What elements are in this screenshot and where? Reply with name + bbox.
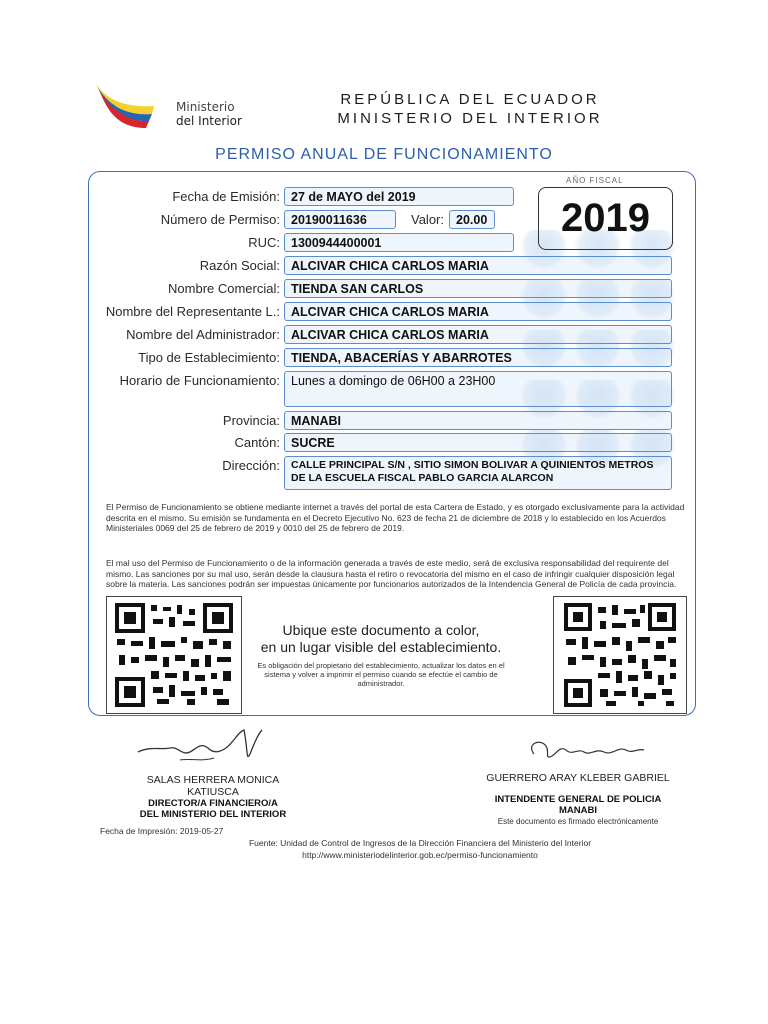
representante-value: ALCIVAR CHICA CARLOS MARIA [284, 302, 672, 321]
legal-paragraph-1: El Permiso de Funcionamiento se obtiene mediante internet a través del portal de esta Cartera de Estado, y es otorgado exclusivamente para la actividad descrita en el mismo. Su emisión se fundamenta en el Decreto Ejecutivo No. 623 de fecha 21 de diciembre de 2018 y lo establecido en los Acuerdos Ministeriales 0069 del 25 de febrero de 2019 y 0010 del 25 de febrero de 2019. [106, 502, 685, 533]
direccion-value: CALLE PRINCIPAL S/N , SITIO SIMON BOLIVAR A QUINIENTOS METROS DE LA ESCUELA FISCAL PABLO GARCIA ALARCON [284, 456, 672, 490]
notice-line1: Ubique este documento a color, [282, 622, 480, 638]
republic-title: REPÚBLICA DEL ECUADOR [340, 91, 600, 108]
ecuador-flag-swoosh-icon [92, 78, 182, 138]
fiscal-year-label: AÑO FISCAL [566, 176, 624, 185]
canton-value: SUCRE [284, 433, 672, 452]
signatory-left-title2: DEL MINISTERIO DEL INTERIOR [139, 809, 287, 820]
signatory-left [130, 774, 296, 820]
legal-paragraph-2: El mal uso del Permiso de Funcionamiento o de la información generada a través de este medio, será de exclusiva responsabilidad del requirente del mismo. Las sanciones por su mal uso, serán desde la clausura hasta el retiro o revocatoria del mismo en el caso de infringir cualquier disposición legal sobre la materia. Las sanciones podrán ser impuestas únicamente por funcionarios autorizados de la Intendencia General de Policía de cada provincia. [106, 558, 677, 589]
display-notice [250, 622, 512, 688]
signatory-left-title1: DIRECTOR/A FINANCIERO/A [148, 798, 278, 809]
print-date: Fecha de Impresión: 2019-05-27 [100, 826, 224, 836]
ministry-wordmark-line1: Ministerio [176, 100, 235, 114]
canton-label: Cantón: [234, 435, 280, 450]
razon-social-value: ALCIVAR CHICA CARLOS MARIA [284, 256, 672, 275]
ruc-value: 1300944400001 [284, 233, 514, 252]
administrador-label: Nombre del Administrador: [126, 327, 280, 342]
ministry-wordmark-line2: del Interior [176, 114, 242, 128]
direccion-label: Dirección: [222, 458, 280, 473]
footer-url[interactable]: http://www.ministeriodelinterior.gob.ec/permiso-funcionamiento [302, 850, 538, 860]
provincia-label: Provincia: [222, 413, 280, 428]
notice-small: Es obligación del propietario del establecimiento, actualizar los datos en el sistema y volver a imprimir el permiso cuando se efectúe el cambio de administrador. [257, 661, 505, 688]
numero-permiso-value: 20190011636 [284, 210, 396, 229]
fiscal-year: 2019 [538, 187, 673, 250]
fecha-emision-label: Fecha de Emisión: [172, 189, 280, 204]
qr-code-icon [554, 597, 686, 713]
qr-code-icon [107, 597, 241, 713]
header-titles [300, 90, 640, 128]
signature-right [520, 734, 650, 770]
nombre-comercial-value: TIENDA SAN CARLOS [284, 279, 672, 298]
signatory-left-name1: SALAS HERRERA MONICA [146, 774, 280, 786]
ministry-wordmark [176, 100, 242, 128]
handwritten-signature-icon [520, 734, 650, 770]
signatory-left-name2: KATIUSCA [187, 786, 239, 798]
footer-source: Fuente: Unidad de Control de Ingresos de la Dirección Financiera del Ministerio del Interior [248, 838, 592, 848]
signatory-right-title1: INTENDENTE GENERAL DE POLICIA [494, 794, 662, 805]
fecha-emision-value: 27 de MAYO del 2019 [284, 187, 514, 206]
notice-line2: en un lugar visible del establecimiento. [260, 639, 502, 655]
administrador-value: ALCIVAR CHICA CARLOS MARIA [284, 325, 672, 344]
valor-label: Valor: [411, 212, 444, 227]
signature-left [130, 722, 280, 772]
razon-social-label: Razón Social: [199, 258, 280, 273]
electronic-signature-note: Este documento es firmado electrónicamente [497, 817, 659, 826]
handwritten-signature-icon [130, 722, 280, 772]
ministry-title: MINISTERIO DEL INTERIOR [337, 110, 603, 127]
qr-code-left [106, 596, 242, 714]
tipo-establecimiento-value: TIENDA, ABACERÍAS Y ABARROTES [284, 348, 672, 367]
document-title: PERMISO ANUAL DE FUNCIONAMIENTO [215, 146, 553, 163]
valor-value: 20.00 [449, 210, 495, 229]
horario-label: Horario de Funcionamiento: [119, 373, 280, 388]
nombre-comercial-label: Nombre Comercial: [168, 281, 280, 296]
signatory-right-name: GUERRERO ARAY KLEBER GABRIEL [486, 772, 670, 784]
tipo-establecimiento-label: Tipo de Establecimiento: [138, 350, 280, 365]
signatory-right [468, 772, 688, 827]
qr-code-right [553, 596, 687, 714]
ruc-label: RUC: [248, 235, 280, 250]
representante-label: Nombre del Representante L.: [105, 304, 280, 319]
provincia-value: MANABI [284, 411, 672, 430]
numero-permiso-label: Número de Permiso: [160, 212, 280, 227]
signatory-right-title2: MANABI [559, 805, 597, 816]
horario-value: Lunes a domingo de 06H00 a 23H00 [284, 371, 672, 407]
